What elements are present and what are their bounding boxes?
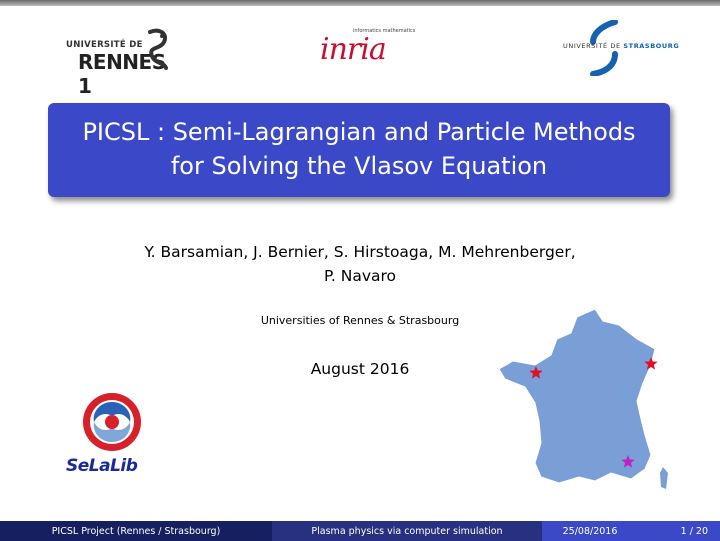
inria-logo <box>318 28 428 70</box>
footer-center: Plasma physics via computer simulation <box>272 521 542 541</box>
strasbourg-name: STRASBOURG <box>623 42 680 50</box>
footer-left: PICSL Project (Rennes / Strasbourg) <box>0 521 272 541</box>
rennes-logo-line2: RENNES 1 <box>78 50 166 98</box>
strasbourg-logo-text <box>563 42 679 50</box>
footer-date: 25/08/2016 <box>542 521 638 541</box>
selalib-swirl-icon <box>80 390 144 454</box>
rennes-logo <box>66 28 176 98</box>
strasbourg-prefix: UNIVERSITÉ DE <box>563 42 624 50</box>
france-shape <box>499 309 655 483</box>
corsica-shape <box>660 467 668 489</box>
selalib-logo <box>62 390 162 480</box>
rennes-logo-line1: UNIVERSITÉ DE <box>66 40 143 50</box>
footer-page-number: 1 / 20 <box>638 521 720 541</box>
france-map <box>495 303 670 493</box>
authors-line2: P. Navaro <box>323 267 397 285</box>
institution: Universities of Rennes & Strasbourg <box>260 314 460 327</box>
inria-tagline: informatics mathematics <box>353 28 416 34</box>
authors-line1: Y. Barsamian, J. Bernier, S. Hirstoaga, M. Mehrenberger, <box>144 243 576 261</box>
presentation-date: August 2016 <box>310 360 410 378</box>
top-bar <box>0 0 720 6</box>
strasbourg-logo <box>563 20 683 78</box>
authors <box>0 240 720 288</box>
title-box <box>48 103 670 197</box>
title-line1: PICSL : Semi-Lagrangian and Particle Methods <box>82 118 636 146</box>
inria-wordmark: inria <box>320 32 386 67</box>
title-line2: for Solving the Vlasov Equation <box>170 152 548 180</box>
selalib-name: SeLaLib <box>66 456 138 476</box>
footer-bar <box>0 521 720 541</box>
ermine-icon <box>142 28 172 72</box>
